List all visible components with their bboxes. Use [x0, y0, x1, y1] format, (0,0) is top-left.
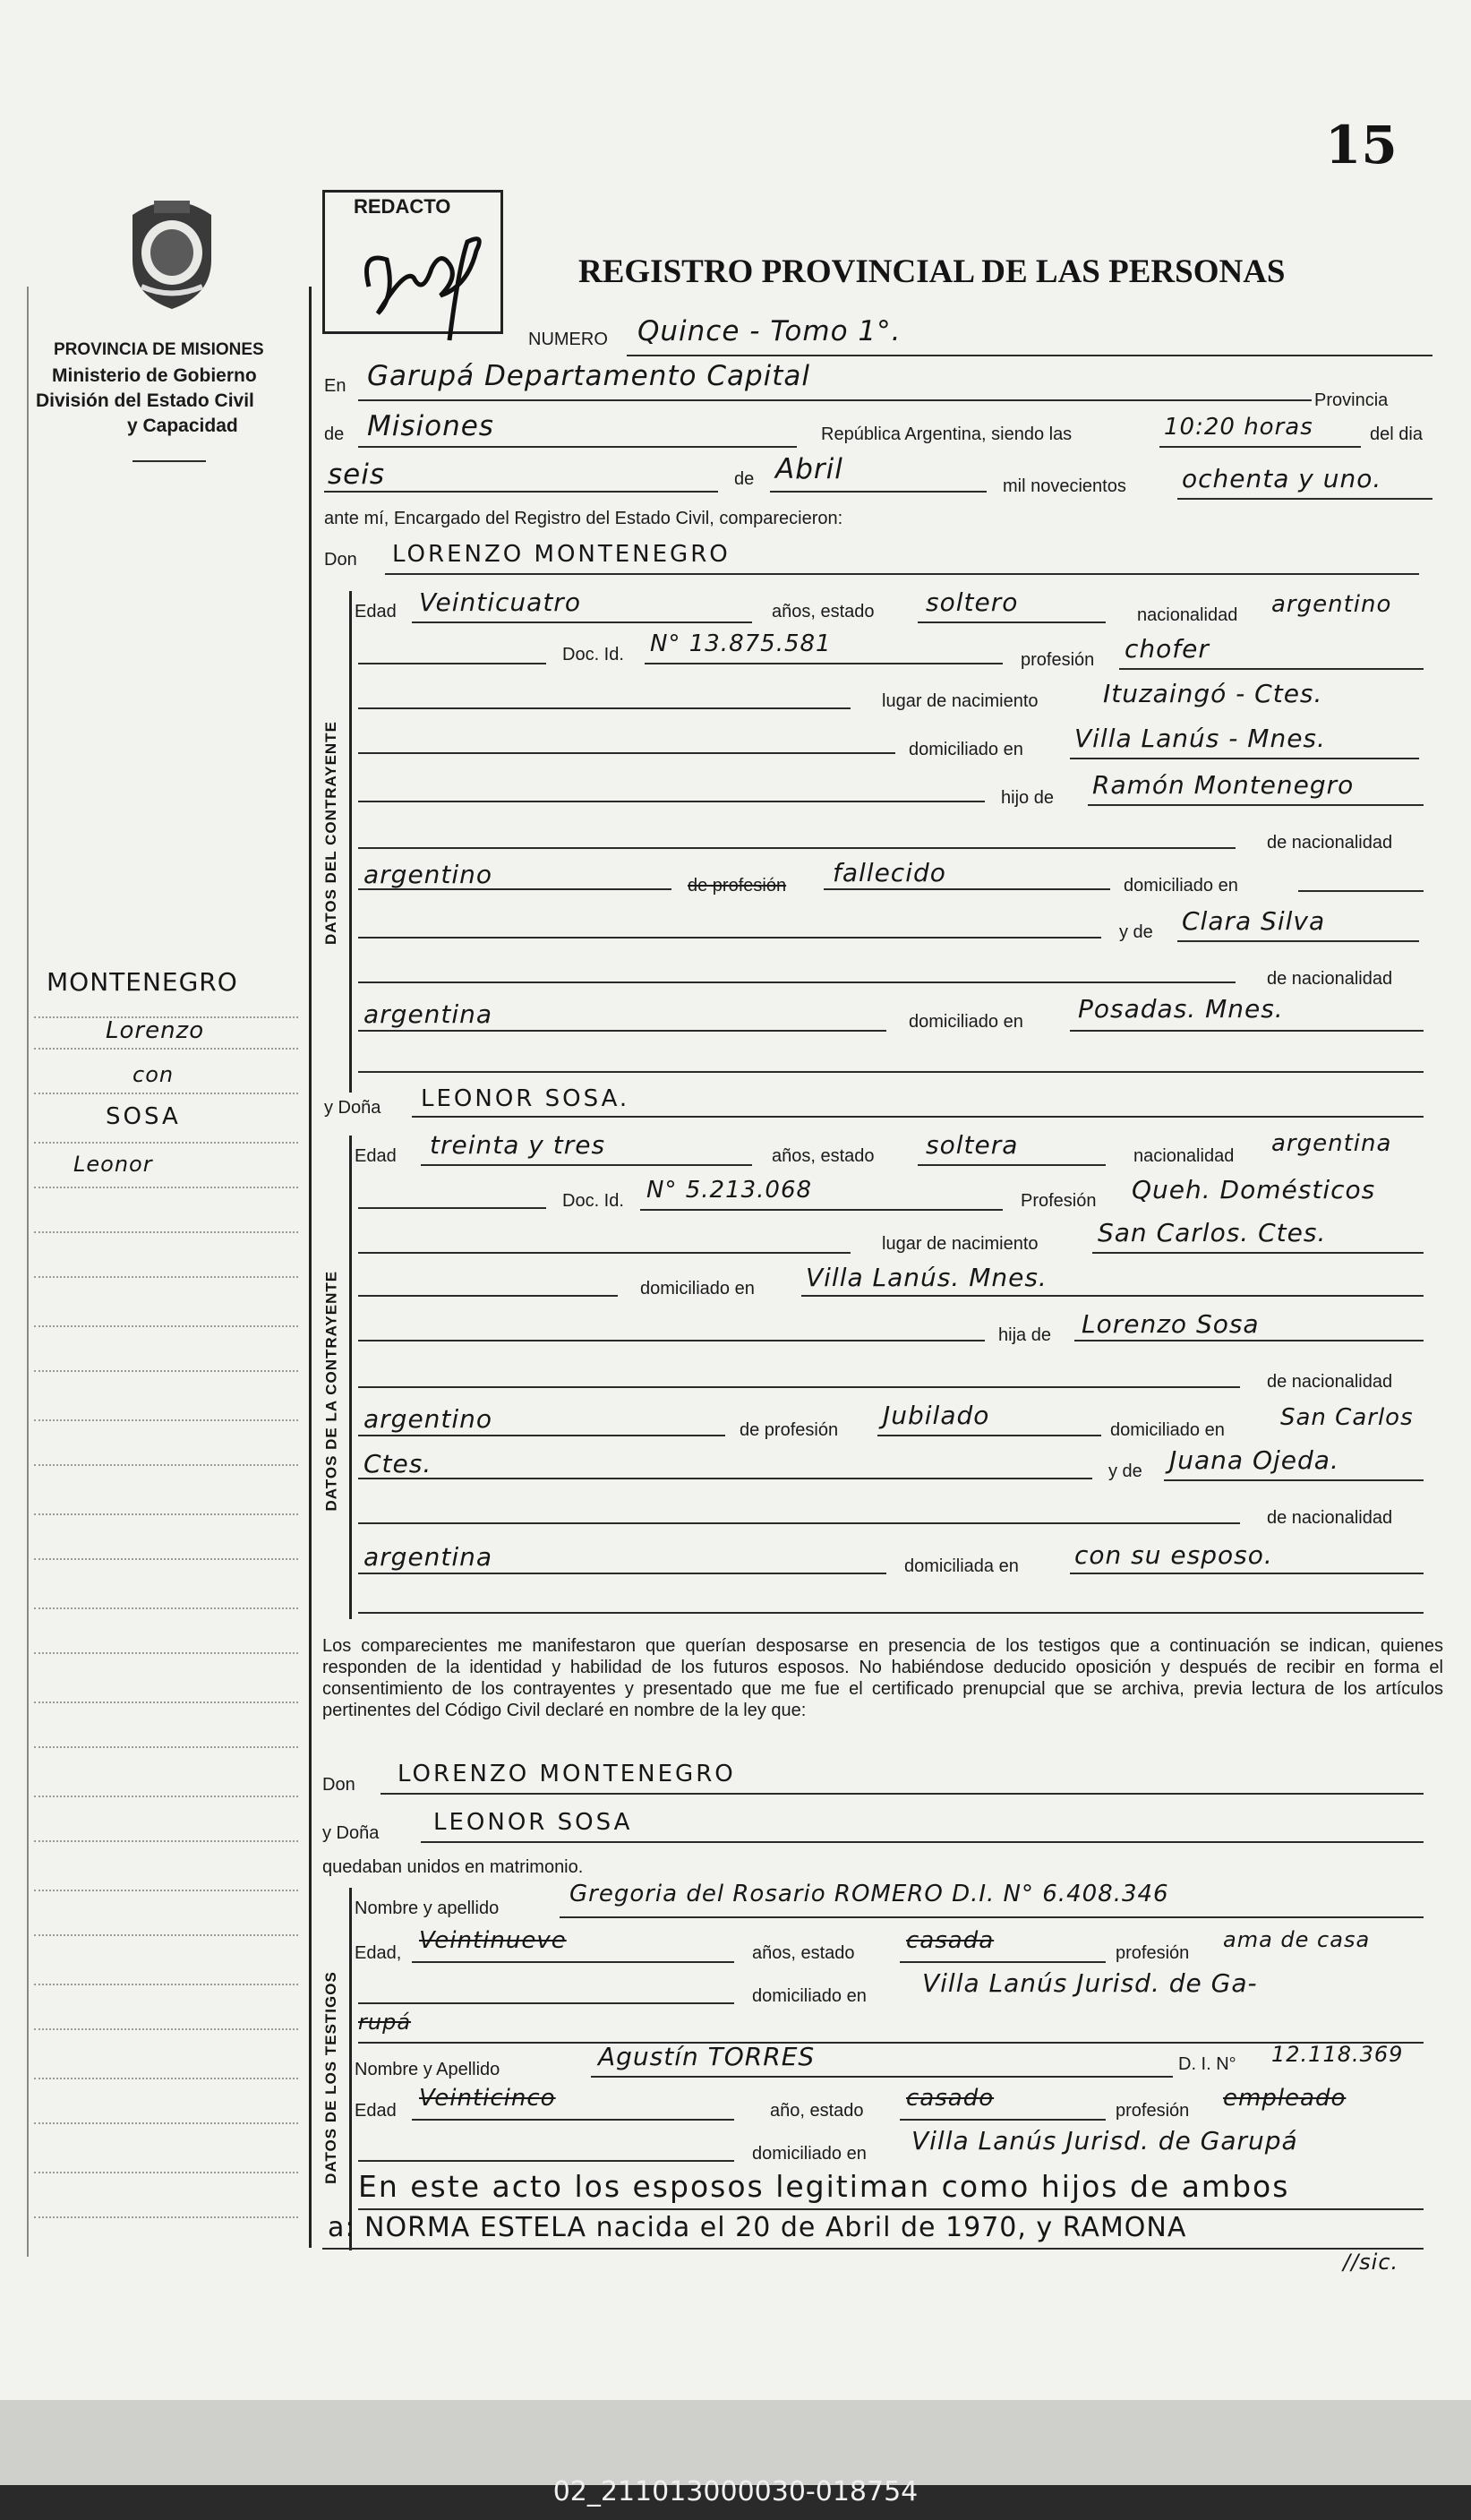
margin-line — [34, 1840, 298, 1842]
groom-anos-estado-label: años, estado — [772, 602, 875, 621]
quedaban-text: quedaban unidos en matrimonio. — [322, 1857, 584, 1877]
bride-hija-pre-line — [358, 1340, 985, 1341]
w2-dom-value: Villa Lanús Jurisd. de Garupá — [911, 2126, 1298, 2156]
groom-de-nac2-label: de nacionalidad — [1267, 969, 1393, 989]
margin-line — [34, 1093, 298, 1094]
groom-madre-dom-line — [1070, 1030, 1424, 1032]
groom-y-de-label: y de — [1119, 922, 1153, 942]
margin-line — [34, 1934, 298, 1936]
groom-estado-line — [918, 621, 1106, 623]
bride-de-profesion-label: de profesión — [740, 1420, 839, 1440]
margin-line — [34, 1231, 298, 1233]
bride-dom-value: Villa Lanús. Mnes. — [806, 1263, 1048, 1292]
groom-doc-pre-line — [358, 663, 546, 664]
w1-dom-label: domiciliado en — [752, 1986, 867, 2006]
margin-line — [34, 1370, 298, 1372]
groom-estado-value: soltero — [926, 587, 1019, 617]
bride-madre-value: Juana Ojeda. — [1169, 1445, 1339, 1475]
footer-image-id: 02_211013000030-018754 — [552, 2476, 919, 2507]
w2-dom-label: domiciliado en — [752, 2144, 867, 2164]
bride-blank-line — [358, 1612, 1424, 1614]
w1-profesion-label: profesión — [1116, 1943, 1190, 1963]
groom-section-label: DATOS DEL CONTRAYENTE — [322, 721, 339, 945]
margin-note-con: con — [133, 1062, 175, 1087]
w2-edad-label: Edad — [355, 2101, 397, 2121]
bride-madre-pre-line — [358, 1478, 1092, 1479]
left-header-capacidad: y Capacidad — [127, 416, 238, 436]
margin-line — [34, 1607, 298, 1609]
w2-estado-line — [900, 2119, 1106, 2121]
w2-ano-estado-label: año, estado — [770, 2101, 864, 2121]
en-value: Garupá Departamento Capital — [367, 360, 811, 392]
bride-dom-label: domiciliado en — [640, 1279, 755, 1299]
bride-anos-estado-label: años, estado — [772, 1146, 875, 1166]
y-dona2-label: y Doña — [322, 1823, 380, 1843]
groom-padre-dom-label: domiciliado en — [1124, 876, 1238, 896]
w2-estado-value: casado — [906, 2085, 995, 2112]
groom-dom-label: domiciliado en — [909, 740, 1023, 759]
don2-value: LORENZO MONTENEGRO — [398, 1761, 736, 1787]
form-left-rule — [309, 287, 312, 2248]
anio-line — [1177, 498, 1433, 500]
coat-of-arms-seal — [115, 188, 229, 313]
don-label: Don — [324, 550, 357, 570]
groom-section-rule — [349, 591, 352, 1093]
note-line2: a: NORMA ESTELA nacida el 20 de Abril de 1970, y RAMONA — [328, 2212, 1187, 2243]
bride-hija-label: hija de — [998, 1325, 1051, 1345]
note-line1-rule — [358, 2208, 1424, 2210]
bride-profesion-label: Profesión — [1021, 1191, 1097, 1211]
bride-padre-nac-pre-line — [358, 1386, 1240, 1388]
hora-line — [1159, 446, 1361, 448]
en-line — [358, 399, 1312, 401]
de-label: de — [324, 424, 345, 444]
don2-label: Don — [322, 1775, 355, 1795]
bride-estado-value: soltera — [926, 1130, 1019, 1160]
mes-value: Abril — [775, 453, 843, 485]
margin-line — [34, 2122, 298, 2124]
dona2-value: LEONOR SOSA — [433, 1809, 633, 1836]
groom-padre-prof-line — [824, 888, 1110, 890]
groom-madre-nac-value: argentina — [363, 999, 493, 1029]
w2-edad-line — [412, 2119, 734, 2121]
groom-padre-prof-value: fallecido — [833, 858, 946, 887]
groom-madre-nac-line — [358, 1030, 886, 1032]
w1-edad-line — [412, 1961, 734, 1963]
groom-padre-nac-value: argentino — [363, 860, 493, 889]
margin-line — [34, 1464, 298, 1466]
witness-section-label: DATOS DE LOS TESTIGOS — [322, 1971, 339, 2184]
bride-edad-value: treinta y tres — [430, 1130, 606, 1160]
bride-padre-line — [1074, 1340, 1424, 1341]
bride-padre-prof-line — [877, 1435, 1101, 1436]
bride-doc-pre-line — [358, 1207, 546, 1209]
bride-lugar-pre-line — [358, 1252, 851, 1254]
groom-de-profesion-text: de profesión — [688, 876, 787, 896]
groom-dom-pre-line — [358, 752, 895, 754]
dona2-line — [421, 1841, 1424, 1843]
bride-dom-line — [801, 1295, 1424, 1297]
margin-line — [34, 1142, 298, 1144]
margin-line — [34, 1325, 298, 1327]
bride-lugar-value: San Carlos. Ctes. — [1098, 1218, 1327, 1247]
numero-value: Quince - Tomo 1°. — [637, 315, 902, 347]
w1-dom-line2 — [358, 2042, 1424, 2044]
bride-edad-line — [421, 1164, 752, 1166]
margin-line — [34, 1048, 298, 1050]
margin-line — [34, 2078, 298, 2079]
bride-padre-value: Lorenzo Sosa — [1082, 1309, 1260, 1339]
hora-value: 10:20 horas — [1164, 414, 1313, 441]
w1-nombre-label: Nombre y apellido — [355, 1899, 500, 1918]
margin-line — [34, 2216, 298, 2218]
groom-padre-value: Ramón Montenegro — [1092, 770, 1355, 800]
bride-madre-line — [1164, 1479, 1424, 1481]
margin-note-name2: Leonor — [73, 1152, 153, 1177]
groom-padre-line — [1088, 804, 1424, 806]
scan-band — [0, 2400, 1471, 2485]
w2-di-value: 12.118.369 — [1271, 2042, 1404, 2067]
groom-madre-line — [1177, 940, 1419, 942]
groom-profesion-value: chofer — [1125, 634, 1210, 664]
groom-lugar-value: Ituzaingó - Ctes. — [1103, 679, 1323, 708]
groom-padre-nac-pre-line — [358, 847, 1236, 849]
don2-line — [381, 1793, 1424, 1795]
groom-de-profesion-label — [688, 876, 786, 896]
y-dona-label: y Doña — [324, 1098, 381, 1118]
dia-value: seis — [328, 459, 385, 491]
bride-madre-dom-value: con su esposo. — [1074, 1540, 1273, 1570]
margin-note-surname1: MONTENEGRO — [47, 967, 238, 997]
w2-profesion-label: profesión — [1116, 2101, 1190, 2121]
w2-edad-value: Veinticinco — [419, 2085, 556, 2112]
w1-dom2-value: rupá — [358, 2010, 412, 2035]
groom-dom-value: Villa Lanús - Mnes. — [1074, 724, 1326, 753]
w2-nombre-line — [591, 2076, 1173, 2078]
mil-label: mil novecientos — [1003, 476, 1126, 496]
dona-value: LEONOR SOSA. — [421, 1085, 630, 1112]
left-header-division: División del Estado Civil — [36, 390, 254, 411]
w1-nombre-value: Gregoria del Rosario ROMERO D.I. N° 6.408.346 — [569, 1881, 1169, 1907]
w2-dom-pre-line — [358, 2160, 734, 2162]
bride-de-nac2-label: de nacionalidad — [1267, 1508, 1393, 1528]
margin-note-surname2: SOSA — [106, 1103, 181, 1130]
provincia-line — [358, 446, 797, 448]
mes-line — [770, 491, 987, 493]
groom-padre-nac-line — [358, 888, 671, 890]
w2-nombre-value: Agustín TORRES — [598, 2042, 816, 2071]
bride-madre-dom-label: domiciliada en — [904, 1556, 1019, 1576]
bride-doc-label: Doc. Id. — [562, 1191, 624, 1211]
margin-line — [34, 2172, 298, 2173]
republica-label: República Argentina, siendo las — [821, 424, 1073, 444]
bride-de-nac-label: de nacionalidad — [1267, 1372, 1393, 1392]
witness-section-rule — [349, 1888, 352, 2250]
ante-mi-text: ante mí, Encargado del Registro del Estado Civil, comparecieron: — [324, 509, 843, 528]
page-title: REGISTRO PROVINCIAL DE LAS PERSONAS — [578, 253, 1286, 290]
bride-padre-dom2-value: Ctes. — [363, 1449, 432, 1479]
bride-section-rule — [349, 1136, 352, 1619]
note-line2-rule — [322, 2248, 1424, 2250]
w2-nombre-label: Nombre y Apellido — [355, 2060, 500, 2079]
bride-lugar-label: lugar de nacimiento — [882, 1234, 1039, 1254]
groom-madre-pre-line — [358, 937, 1101, 939]
bride-padre-dom-label: domiciliado en — [1110, 1420, 1225, 1440]
bride-padre-prof-value: Jubilado — [883, 1401, 990, 1430]
margin-line — [34, 1419, 298, 1421]
provincia-value: Misiones — [367, 410, 494, 442]
w1-profesion-value: ama de casa — [1223, 1927, 1371, 1952]
bride-madre-nac-value: argentina — [363, 1542, 493, 1572]
note-line3: //sic. — [1343, 2250, 1399, 2275]
groom-edad-label: Edad — [355, 602, 397, 621]
w2-di-label: D. I. N° — [1178, 2054, 1236, 2074]
margin-line — [34, 1796, 298, 1797]
left-margin-rule — [27, 287, 29, 2257]
note-line1: En este acto los esposos legitiman como hijos de ambos — [358, 2169, 1290, 2204]
margin-line — [34, 1513, 298, 1515]
groom-hijo-pre-line — [358, 801, 985, 802]
bride-padre-dom-value: San Carlos — [1280, 1404, 1414, 1431]
groom-padre-dom-line — [1298, 890, 1424, 892]
left-header-rule — [133, 460, 206, 462]
signature-mark — [351, 215, 494, 354]
bride-doc-line — [640, 1209, 1003, 1211]
bride-madre-nac-pre-line — [358, 1522, 1240, 1524]
bride-y-de-label: y de — [1108, 1461, 1142, 1481]
don-line — [385, 573, 1419, 575]
left-header-province: PROVINCIA DE MISIONES — [54, 340, 264, 359]
groom-lugar-pre-line — [358, 707, 851, 709]
bride-estado-line — [918, 1164, 1106, 1166]
bride-padre-nac-value: argentino — [363, 1404, 493, 1434]
groom-blank-line — [358, 1071, 1424, 1073]
margin-note-name1: Lorenzo — [106, 1017, 205, 1044]
de-mes-label: de — [734, 469, 755, 489]
w1-nombre-line — [560, 1916, 1424, 1918]
anio-value: ochenta y uno. — [1182, 464, 1382, 493]
groom-hijo-label: hijo de — [1001, 788, 1054, 808]
declaration-text: Los comparecientes me manifestaron que querían desposarse en presencia de los testigos que a continuación se indican, quienes responden de la identidad y habilidad de los futuros esposos. No habiéndose deducido oposición y después de recibir en forma el consentimiento de los contrayentes y presentado que me fue el certificado prenupcial que se archiva, previa lectura de los artículos pertinentes del Código Civil declaré en nombre de la ley que: — [322, 1636, 1443, 1720]
bride-padre-nac-line — [358, 1435, 725, 1436]
groom-doc-label: Doc. Id. — [562, 645, 624, 664]
groom-profesion-line — [1119, 668, 1424, 670]
bride-madre-nac-line — [358, 1573, 886, 1574]
bride-section-label: DATOS DE LA CONTRAYENTE — [322, 1270, 340, 1512]
groom-dom-line — [1070, 758, 1419, 759]
left-header-ministry: Ministerio de Gobierno — [52, 365, 257, 386]
w2-profesion-value: empleado — [1223, 2085, 1347, 2112]
w1-anos-estado-label: años, estado — [752, 1943, 855, 1963]
groom-edad-line — [412, 621, 752, 623]
margin-line — [34, 1187, 298, 1188]
groom-edad-value: Veinticuatro — [419, 587, 581, 617]
w1-estado-line — [900, 1961, 1106, 1963]
groom-nacionalidad-label: nacionalidad — [1137, 605, 1238, 625]
groom-nacionalidad-value: argentino — [1271, 591, 1392, 618]
bride-doc-value: N° 5.213.068 — [646, 1177, 813, 1204]
numero-line — [627, 355, 1433, 356]
margin-line — [34, 1701, 298, 1703]
provincia-label: Provincia — [1314, 390, 1389, 410]
groom-lugar-label: lugar de nacimiento — [882, 691, 1039, 711]
w1-dom-value: Villa Lanús Jurisd. de Ga- — [922, 1968, 1258, 1998]
w1-dom-pre-line — [358, 2002, 734, 2004]
groom-madre-nac-pre-line — [358, 981, 1236, 983]
en-label: En — [324, 376, 346, 396]
bride-edad-label: Edad — [355, 1146, 397, 1166]
bride-profesion-value: Queh. Domésticos — [1132, 1175, 1376, 1204]
bride-dom-pre-line — [358, 1295, 618, 1297]
margin-line — [34, 2028, 298, 2030]
groom-de-nac-label: de nacionalidad — [1267, 833, 1393, 853]
page-number: 15 — [1325, 115, 1398, 176]
w1-estado-value: casada — [906, 1927, 995, 1954]
margin-line — [34, 1652, 298, 1654]
groom-doc-line — [645, 663, 1003, 664]
redacto-label: REDACTO — [354, 195, 451, 218]
margin-line — [34, 1276, 298, 1278]
margin-line — [34, 1890, 298, 1891]
bride-madre-dom-line — [1070, 1573, 1424, 1574]
bride-nacionalidad-value: argentina — [1271, 1130, 1392, 1157]
margin-line — [34, 1558, 298, 1560]
numero-label: NUMERO — [528, 330, 608, 349]
w1-edad-label: Edad, — [355, 1943, 402, 1963]
bride-nacionalidad-label: nacionalidad — [1133, 1146, 1235, 1166]
don-value: LORENZO MONTENEGRO — [392, 541, 731, 568]
groom-madre-dom-value: Posadas. Mnes. — [1078, 994, 1284, 1024]
margin-line — [34, 1984, 298, 1985]
dona-line — [412, 1116, 1424, 1118]
del-dia-label: del dia — [1370, 424, 1423, 444]
groom-profesion-label: profesión — [1021, 650, 1095, 670]
margin-line — [34, 1746, 298, 1748]
bride-lugar-line — [1092, 1252, 1424, 1254]
groom-madre-value: Clara Silva — [1182, 906, 1326, 936]
w1-edad-value: Veintinueve — [419, 1927, 567, 1954]
groom-madre-dom-label: domiciliado en — [909, 1012, 1023, 1032]
groom-doc-value: N° 13.875.581 — [650, 630, 832, 657]
dia-line — [324, 491, 718, 493]
